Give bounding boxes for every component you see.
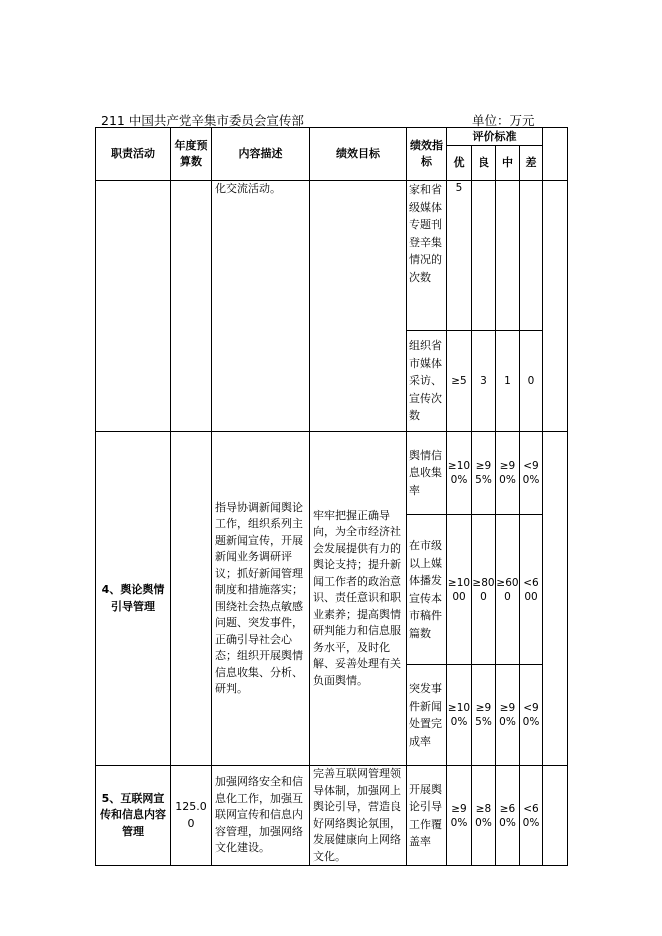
unit-label: 单位：万元: [472, 113, 535, 128]
excellent-cell: ≥5: [447, 331, 472, 432]
indicator-cell: 家和省级媒体专题刊登辛集情况的次数: [407, 181, 447, 331]
duty-cell: 4、舆论舆情引导管理: [96, 432, 171, 766]
medium-cell: ≥600: [496, 515, 520, 665]
poor-cell: [520, 181, 543, 331]
excellent-cell: ≥1000: [447, 515, 472, 665]
poor-cell: <90%: [520, 665, 543, 766]
good-cell: ≥95%: [472, 432, 496, 515]
empty-cell: [543, 181, 568, 432]
empty-cell: [543, 766, 568, 866]
goal-cell: 牢牢把握正确导向，为全市经济社会发展提供有力的舆论支持；提升新闻工作者的政治意识、责任意识和职业素养；提高舆情研判能力和信息服务水平，及时化解、妥善处理有关负面舆情。: [310, 432, 407, 766]
good-cell: ≥95%: [472, 665, 496, 766]
indicator-cell: 舆情信息收集率: [407, 432, 447, 515]
excellent-cell: 5: [447, 181, 472, 331]
medium-cell: ≥90%: [496, 432, 520, 515]
medium-cell: [496, 181, 520, 331]
poor-cell: <60%: [520, 766, 543, 866]
poor-cell: <90%: [520, 432, 543, 515]
medium-cell: ≥90%: [496, 665, 520, 766]
performance-table: [95, 127, 568, 866]
budget-cell: 125.00: [171, 766, 212, 866]
good-cell: ≥800: [472, 515, 496, 665]
col-header-criteria: 评价标准: [447, 128, 543, 146]
good-cell: 3: [472, 331, 496, 432]
medium-cell: ≥60%: [496, 766, 520, 866]
poor-cell: 0: [520, 331, 543, 432]
poor-cell: <600: [520, 515, 543, 665]
content-cell: 指导协调新闻舆论工作，组织系列主题新闻宣传，开展新闻业务调研评议；抓好新闻管理制度和措施落实；围绕社会热点敏感问题、突发事件，正确引导社会心态；组织开展舆情信息收集、分析、研判。: [212, 432, 310, 766]
col-header-good: 良: [472, 146, 496, 181]
indicator-cell: 在市级以上媒体播发宣传本市稿件篇数: [407, 515, 447, 665]
col-header-excellent: 优: [447, 146, 472, 181]
empty-cell: [543, 432, 568, 766]
duty-cell: 5、互联网宣传和信息内容管理: [96, 766, 171, 866]
col-header-duty: 职责活动: [96, 128, 171, 181]
col-header-goal: 绩效目标: [310, 128, 407, 181]
indicator-cell: 突发事件新闻处置完成率: [407, 665, 447, 766]
col-header-medium: 中: [496, 146, 520, 181]
medium-cell: 1: [496, 331, 520, 432]
goal-cell: [310, 181, 407, 432]
budget-cell: [171, 181, 212, 432]
goal-cell: 完善互联网管理领导体制，加强网上舆论引导，营造良好网络舆论氛围，发展健康向上网络文化。: [310, 766, 407, 866]
duty-cell: [96, 181, 171, 432]
content-cell: 加强网络安全和信息化工作，加强互联网宣传和信息内容管理，加强网络文化建设。: [212, 766, 310, 866]
content-cell: 化交流活动。: [212, 181, 310, 432]
good-cell: ≥80%: [472, 766, 496, 866]
document-title: 211 中国共产党辛集市委员会宣传部: [101, 113, 304, 128]
excellent-cell: ≥90%: [447, 766, 472, 866]
good-cell: [472, 181, 496, 331]
col-header-poor: 差: [520, 146, 543, 181]
indicator-cell: 开展舆论引导工作覆盖率: [407, 766, 447, 866]
excellent-cell: ≥100%: [447, 432, 472, 515]
col-header-indicator: 绩效指标: [407, 128, 447, 181]
indicator-cell: 组织省市媒体采访、宣传次数: [407, 331, 447, 432]
col-header-content: 内容描述: [212, 128, 310, 181]
budget-cell: [171, 432, 212, 766]
empty-header-cell: [543, 128, 568, 181]
col-header-budget: 年度预算数: [171, 128, 212, 181]
excellent-cell: ≥100%: [447, 665, 472, 766]
